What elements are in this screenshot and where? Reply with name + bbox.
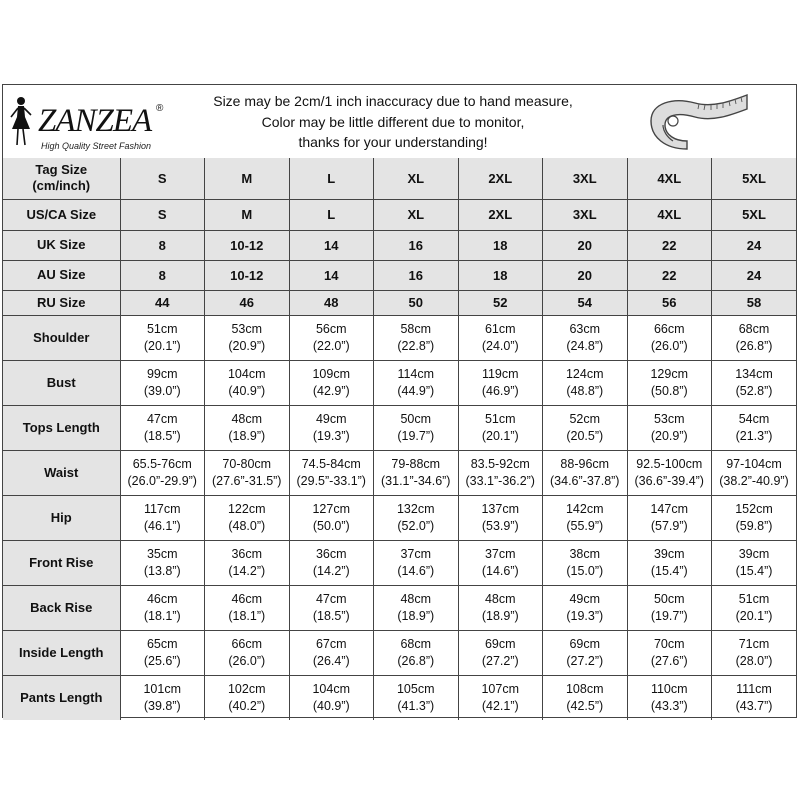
size-cell: 5XL	[712, 199, 797, 230]
size-cell: 4XL	[627, 199, 712, 230]
measurement-inch: (59.8”)	[735, 518, 773, 533]
measurement-inch: (26.0”)	[228, 653, 266, 668]
measurement-cell	[712, 450, 797, 495]
measurement-cell	[458, 495, 543, 540]
size-cell: 46	[205, 290, 290, 315]
measurement-cm: 71cm	[738, 636, 770, 651]
measurement-inch: (42.9”)	[312, 383, 350, 398]
size-cell: 5XL	[712, 158, 797, 199]
measurement-cm: 38cm	[569, 546, 601, 561]
measurement-cell	[205, 450, 290, 495]
row-label: Hip	[3, 495, 120, 540]
measurement-inch: (25.6”)	[143, 653, 181, 668]
measurement-inch: (39.0”)	[143, 383, 181, 398]
measurement-inch: (31.1”-34.6”)	[381, 473, 451, 488]
measurement-inch: (39.8”)	[143, 698, 181, 713]
measurement-cell	[120, 315, 205, 360]
size-cell: XL	[374, 199, 459, 230]
measurement-cm: 111cm	[736, 681, 772, 696]
measurement-cell	[627, 360, 712, 405]
measurement-cm: 48cm	[484, 591, 516, 606]
row-label: Back Rise	[3, 585, 120, 630]
measurement-inch: (53.9”)	[481, 518, 519, 533]
size-cell: 52	[458, 290, 543, 315]
measurement-row	[3, 495, 796, 540]
measurement-cm: 122cm	[227, 501, 266, 516]
measurement-cell	[120, 495, 205, 540]
measurement-cm: 50cm	[400, 411, 432, 426]
measurement-inch: (18.9”)	[397, 608, 435, 623]
row-label: Tops Length	[3, 405, 120, 450]
measurement-cm: 47cm	[315, 591, 347, 606]
row-label: Bust	[3, 360, 120, 405]
measurement-cm: 63cm	[569, 321, 601, 336]
measurement-cm: 37cm	[484, 546, 516, 561]
measurement-cell	[458, 540, 543, 585]
measurement-inch: (42.5”)	[566, 698, 604, 713]
size-cell: 8	[120, 260, 205, 290]
measurement-cm: 36cm	[231, 546, 263, 561]
measurement-cell	[289, 315, 374, 360]
measurement-cm: 52cm	[569, 411, 601, 426]
measurement-inch: (20.9”)	[228, 338, 266, 353]
measurement-cell	[627, 315, 712, 360]
row-label: RU Size	[3, 290, 120, 315]
size-cell: 48	[289, 290, 374, 315]
measurement-cell	[543, 405, 628, 450]
measurement-cell	[374, 405, 459, 450]
measurement-cm: 54cm	[738, 411, 770, 426]
measurement-inch: (22.8”)	[397, 338, 435, 353]
measurement-inch: (20.1”)	[143, 338, 181, 353]
measurement-inch: (18.9”)	[228, 428, 266, 443]
size-cell: 20	[543, 260, 628, 290]
measurement-cm: 132cm	[396, 501, 435, 516]
measurement-cell	[205, 675, 290, 720]
size-cell: 4XL	[627, 158, 712, 199]
size-cell: 24	[712, 230, 797, 260]
measurement-cell	[712, 630, 797, 675]
measurement-cm: 46cm	[231, 591, 263, 606]
registered-mark: ®	[156, 103, 164, 114]
measurement-cell	[289, 585, 374, 630]
measurement-cm: 109cm	[312, 366, 351, 381]
measurement-cm: 56cm	[315, 321, 347, 336]
size-row	[3, 199, 796, 230]
row-label: Pants Length	[3, 675, 120, 720]
measurement-inch: (14.2”)	[228, 563, 266, 578]
size-cell: 14	[289, 230, 374, 260]
measurement-cell	[289, 450, 374, 495]
measurement-inch: (55.9”)	[566, 518, 604, 533]
measurement-cell	[205, 405, 290, 450]
measurement-inch: (26.0”)	[650, 338, 688, 353]
row-label: US/CA Size	[3, 199, 120, 230]
measurement-cm: 97-104cm	[726, 456, 782, 471]
chart-header	[3, 85, 796, 159]
measurement-cm: 117cm	[143, 501, 181, 516]
measurement-inch: (20.9”)	[650, 428, 688, 443]
measurement-cell	[712, 405, 797, 450]
measurement-cell	[120, 450, 205, 495]
measurement-cm: 48cm	[231, 411, 263, 426]
size-cell: L	[289, 158, 374, 199]
measurement-cm: 66cm	[653, 321, 685, 336]
measurement-inch: (19.3”)	[312, 428, 350, 443]
measurement-cell	[627, 405, 712, 450]
size-row	[3, 260, 796, 290]
measurement-inch: (24.8”)	[566, 338, 604, 353]
measurement-inch: (36.6”-39.4”)	[634, 473, 704, 488]
measurement-cm: 79-88cm	[391, 456, 441, 471]
size-cell: M	[205, 199, 290, 230]
brand-logo	[8, 93, 168, 151]
measurement-inch: (29.5”-33.1”)	[296, 473, 366, 488]
measurement-cm: 37cm	[400, 546, 432, 561]
measurement-cell	[120, 630, 205, 675]
size-cell: 8	[120, 230, 205, 260]
measurement-cell	[120, 585, 205, 630]
measurement-inch: (41.3”)	[397, 698, 435, 713]
measurement-inch: (43.7”)	[735, 698, 773, 713]
size-cell: 50	[374, 290, 459, 315]
measurement-cm: 61cm	[484, 321, 516, 336]
measurement-cm: 119cm	[481, 366, 519, 381]
measurement-inch: (27.2”)	[566, 653, 604, 668]
measurement-cell	[374, 360, 459, 405]
measurement-cm: 65.5-76cm	[132, 456, 192, 471]
measurement-cm: 92.5-100cm	[636, 456, 703, 471]
measurement-inch: (43.3”)	[650, 698, 688, 713]
measurement-cell	[120, 540, 205, 585]
measurement-inch: (26.4”)	[312, 653, 350, 668]
measurement-cm: 39cm	[738, 546, 770, 561]
measurement-cell	[458, 315, 543, 360]
size-cell: S	[120, 199, 205, 230]
measurement-inch: (14.2”)	[312, 563, 350, 578]
size-row	[3, 290, 796, 315]
measurement-inch: (19.3”)	[566, 608, 604, 623]
notice-line: Color may be little different due to monitor,	[261, 113, 525, 130]
measurement-inch: (13.8”)	[143, 563, 181, 578]
size-cell: 56	[627, 290, 712, 315]
measurement-cell	[543, 540, 628, 585]
measurement-inch: (52.8”)	[735, 383, 773, 398]
measurement-inch: (18.5”)	[312, 608, 350, 623]
measurement-cell	[458, 405, 543, 450]
measurement-cell	[543, 360, 628, 405]
measurement-inch: (15.4”)	[650, 563, 688, 578]
measurement-cell	[289, 405, 374, 450]
measurement-cell	[627, 675, 712, 720]
measurement-cell	[543, 495, 628, 540]
measurement-cm: 104cm	[227, 366, 266, 381]
measurement-cell	[543, 315, 628, 360]
measurement-cm: 69cm	[484, 636, 516, 651]
notice-line: Size may be 2cm/1 inch inaccuracy due to hand measure,	[213, 93, 573, 109]
measurement-cm: 49cm	[315, 411, 347, 426]
measurement-cm: 137cm	[481, 501, 520, 516]
measurement-cell	[458, 675, 543, 720]
measurement-row	[3, 675, 796, 720]
size-cell: XL	[374, 158, 459, 199]
measurement-inch: (15.0”)	[566, 563, 604, 578]
measurement-inch: (34.6”-37.8”)	[550, 473, 620, 488]
measurement-cell	[374, 675, 459, 720]
size-cell: L	[289, 199, 374, 230]
measurement-cm: 51cm	[146, 321, 178, 336]
measurement-inch: (52.0”)	[397, 518, 435, 533]
row-label: Inside Length	[3, 630, 120, 675]
measurement-inch: (33.1”-36.2”)	[465, 473, 535, 488]
size-cell: 44	[120, 290, 205, 315]
measurement-cm: 104cm	[312, 681, 351, 696]
measurement-inch: (50.8”)	[650, 383, 688, 398]
measurement-row	[3, 585, 796, 630]
measurement-inch: (42.1”)	[481, 698, 519, 713]
measurement-cell	[374, 540, 459, 585]
measurement-row	[3, 360, 796, 405]
measurement-inch: (14.6”)	[397, 563, 435, 578]
measurement-cell	[205, 585, 290, 630]
measurement-cm: 152cm	[735, 501, 773, 516]
measurement-cell	[289, 675, 374, 720]
measurement-inch: (20.1”)	[735, 608, 773, 623]
measurement-cm: 36cm	[315, 546, 347, 561]
measurement-cell	[712, 495, 797, 540]
size-cell: 18	[458, 260, 543, 290]
measurement-cm: 53cm	[653, 411, 685, 426]
measurement-inch: (27.6”-31.5”)	[212, 473, 282, 488]
measurement-inch: (19.7”)	[650, 608, 688, 623]
brand-name: ZANZEA	[38, 103, 152, 139]
notice-line: thanks for your understanding!	[298, 134, 488, 150]
measurement-cell	[543, 450, 628, 495]
size-cell: M	[205, 158, 290, 199]
measurement-row	[3, 540, 796, 585]
measurement-cell	[374, 630, 459, 675]
measurement-inch: (38.2”-40.9”)	[719, 473, 789, 488]
row-label: Waist	[3, 450, 120, 495]
measurement-inch: (20.1”)	[481, 428, 519, 443]
measurement-cm: 65cm	[146, 636, 178, 651]
measurement-cell	[627, 540, 712, 585]
measurement-inch: (50.0”)	[312, 518, 350, 533]
measurement-inch: (26.8”)	[735, 338, 773, 353]
size-cell: 20	[543, 230, 628, 260]
measurement-inch: (40.9”)	[228, 383, 266, 398]
measurement-inch: (26.8”)	[397, 653, 435, 668]
size-cell: 54	[543, 290, 628, 315]
measurement-inch: (48.8”)	[566, 383, 604, 398]
measurement-cell	[712, 585, 797, 630]
measuring-tape-icon	[643, 91, 753, 153]
measurement-cell	[458, 360, 543, 405]
measurement-cell	[205, 360, 290, 405]
measurement-cm: 114cm	[397, 366, 435, 381]
measurement-cell	[374, 495, 459, 540]
row-label: AU Size	[3, 260, 120, 290]
measurement-cm: 74.5-84cm	[301, 456, 361, 471]
measurement-inch: (44.9”)	[397, 383, 435, 398]
measurement-cm: 53cm	[231, 321, 263, 336]
size-row	[3, 158, 796, 199]
measurement-cell	[627, 585, 712, 630]
measurement-cell	[289, 630, 374, 675]
measurement-cm: 68cm	[400, 636, 432, 651]
measurement-row	[3, 450, 796, 495]
measurement-cell	[627, 450, 712, 495]
measurement-cm: 51cm	[484, 411, 516, 426]
measurement-cm: 83.5-92cm	[470, 456, 530, 471]
measurement-cm: 49cm	[569, 591, 601, 606]
measurement-inch: (21.3”)	[735, 428, 773, 443]
measurement-cm: 67cm	[315, 636, 347, 651]
measurement-cm: 69cm	[569, 636, 601, 651]
measurement-cm: 147cm	[650, 501, 689, 516]
size-cell: S	[120, 158, 205, 199]
measurement-cell	[458, 450, 543, 495]
measurement-cell	[543, 630, 628, 675]
measurement-inch: (14.6”)	[481, 563, 519, 578]
measurement-inch: (48.0”)	[228, 518, 266, 533]
size-cell: 58	[712, 290, 797, 315]
measurement-row	[3, 405, 796, 450]
measurement-inch: (57.9”)	[650, 518, 688, 533]
size-cell: 16	[374, 260, 459, 290]
measurement-cm: 70cm	[653, 636, 685, 651]
measurement-inch: (18.9”)	[481, 608, 519, 623]
measurement-cell	[289, 540, 374, 585]
measurement-cm: 51cm	[738, 591, 770, 606]
measurement-cell	[712, 540, 797, 585]
measurement-cell	[205, 495, 290, 540]
measurement-cell	[120, 360, 205, 405]
measurement-cm: 129cm	[650, 366, 689, 381]
measurement-cell	[205, 315, 290, 360]
measurement-inch: (19.7”)	[397, 428, 435, 443]
measurement-cm: 102cm	[227, 681, 266, 696]
row-label: UK Size	[3, 230, 120, 260]
measurement-cm: 142cm	[565, 501, 604, 516]
size-cell: 18	[458, 230, 543, 260]
measurement-inch: (22.0”)	[312, 338, 350, 353]
measurement-inch: (40.9”)	[312, 698, 350, 713]
measurement-inch: (24.0”)	[481, 338, 519, 353]
measurement-cm: 66cm	[231, 636, 263, 651]
measurement-cell	[205, 540, 290, 585]
size-cell: 10-12	[205, 230, 290, 260]
measurement-cm: 134cm	[735, 366, 773, 381]
measurement-inch: (15.4”)	[735, 563, 773, 578]
measurement-cm: 70-80cm	[222, 456, 272, 471]
measurement-cm: 101cm	[143, 681, 182, 696]
measurement-inch: (26.0”-29.9”)	[127, 473, 197, 488]
brand-tagline: High Quality Street Fashion	[41, 141, 152, 151]
measurement-inch: (40.2”)	[228, 698, 266, 713]
measurement-cm: 108cm	[565, 681, 604, 696]
measurement-inch: (46.1”)	[143, 518, 181, 533]
measurement-cm: 35cm	[146, 546, 178, 561]
size-cell: 14	[289, 260, 374, 290]
measurement-inch: (18.1”)	[143, 608, 181, 623]
size-cell: 22	[627, 260, 712, 290]
measurement-cm: 39cm	[653, 546, 685, 561]
measurement-cm: 47cm	[146, 411, 178, 426]
row-label: Front Rise	[3, 540, 120, 585]
measurement-row	[3, 630, 796, 675]
measurement-cell	[374, 315, 459, 360]
measurement-inch: (28.0”)	[735, 653, 773, 668]
measurement-cell	[458, 585, 543, 630]
row-label: Tag Size (cm/inch)	[3, 158, 120, 199]
measurement-cell	[543, 585, 628, 630]
size-row	[3, 230, 796, 260]
measurement-inch: (18.5”)	[143, 428, 181, 443]
measurement-row	[3, 315, 796, 360]
measurement-cell	[120, 675, 205, 720]
measurement-cm: 107cm	[481, 681, 520, 696]
measurement-inch: (18.1”)	[228, 608, 266, 623]
measurement-cell	[543, 675, 628, 720]
size-table	[3, 158, 796, 720]
fashion-figure-icon	[8, 95, 34, 147]
row-label: Shoulder	[3, 315, 120, 360]
measurement-cell	[712, 675, 797, 720]
measurement-cell	[627, 495, 712, 540]
measurement-inch: (46.9”)	[481, 383, 519, 398]
size-cell: 3XL	[543, 199, 628, 230]
measurement-cm: 46cm	[146, 591, 178, 606]
size-cell: 22	[627, 230, 712, 260]
measurement-cm: 50cm	[653, 591, 685, 606]
measurement-cell	[289, 360, 374, 405]
measurement-cm: 88-96cm	[560, 456, 610, 471]
measurement-cell	[374, 585, 459, 630]
size-cell: 10-12	[205, 260, 290, 290]
measurement-cm: 58cm	[400, 321, 432, 336]
measurement-notice	[193, 91, 593, 153]
size-cell: 16	[374, 230, 459, 260]
measurement-cm: 99cm	[146, 366, 178, 381]
size-cell: 2XL	[458, 199, 543, 230]
measurement-inch: (27.6”)	[650, 653, 688, 668]
measurement-cm: 48cm	[400, 591, 432, 606]
measurement-cm: 124cm	[565, 366, 604, 381]
measurement-cm: 68cm	[738, 321, 770, 336]
measurement-cm: 105cm	[396, 681, 435, 696]
measurement-cell	[712, 315, 797, 360]
measurement-cell	[205, 630, 290, 675]
size-cell: 24	[712, 260, 797, 290]
size-cell: 3XL	[543, 158, 628, 199]
measurement-inch: (20.5”)	[566, 428, 604, 443]
measurement-cell	[120, 405, 205, 450]
measurement-cell	[627, 630, 712, 675]
measurement-inch: (27.2”)	[481, 653, 519, 668]
measurement-cell	[289, 495, 374, 540]
measurement-cell	[374, 450, 459, 495]
size-cell: 2XL	[458, 158, 543, 199]
measurement-cm: 110cm	[650, 681, 688, 696]
size-chart	[2, 84, 797, 718]
measurement-cell	[712, 360, 797, 405]
measurement-cell	[458, 630, 543, 675]
measurement-cm: 127cm	[312, 501, 351, 516]
